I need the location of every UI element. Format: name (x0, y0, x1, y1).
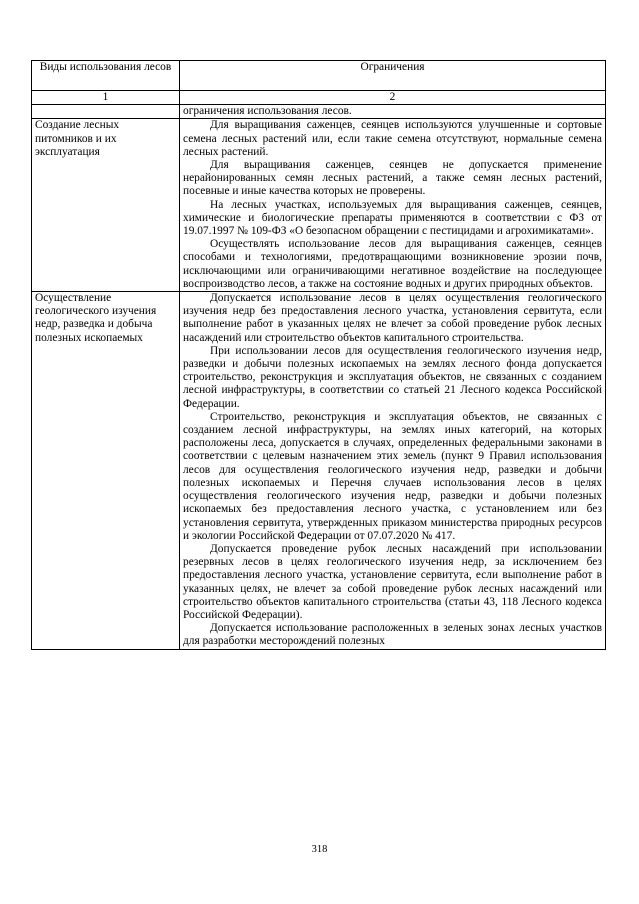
row-restrictions (180, 119, 606, 292)
restriction-paragraph: При использовании лесов для осуществления геологического изучения недр, разведки и добычи полезных ископаемых на землях лесного фонда допускается строительство, реконструкция и эксплуатация объектов, не связанных с созданием лесной инфраструктуры, в соответствии со статьей 21 Лесного кодекса Российской Федерации. (183, 344, 602, 410)
restriction-paragraph: Осуществлять использование лесов для выращивания саженцев, сеянцев способами и технологиями, предотвращающими возникновение эрозии почв, исключающими или ограничивающими негативное воздействие на последующее воспроизводство лесов, а также на состояние водных и других природных объектов. (183, 238, 602, 290)
table-row (32, 119, 606, 292)
restriction-paragraph: Для выращивания саженцев, сеянцев используются улучшенные и сортовые семена лесных растений или, если такие семена отсутствуют, нормальные семена лесных растений. (183, 119, 602, 158)
column-number-2: 2 (180, 91, 606, 105)
table-header-row (32, 61, 606, 91)
restriction-paragraph: Для выращивания саженцев, сеянцев не допускается применение нерайонированных семян лесных растений, а также семян лесных растений, посевные и иные качества которых не проверены. (183, 159, 602, 198)
restrictions-table (31, 60, 606, 650)
table-row (32, 292, 606, 649)
page-number: 318 (311, 844, 328, 855)
header-forest-use-types: Виды использования лесов (32, 61, 180, 91)
row-restrictions (180, 292, 606, 649)
continuation-text: ограничения использования лесов. (180, 105, 606, 119)
restriction-paragraph: На лесных участках, используемых для выращивания саженцев, сеянцев, химические и биологические препараты применяются в соответствии с ФЗ от 19.07.1997 № 109-ФЗ «О безопасном обращении с пестицидами и агрохимикатами». (183, 198, 602, 238)
column-number-row (32, 91, 606, 105)
row-forest-use-type: Осуществление геологического изучения недр, разведка и добыча полезных ископаемых (32, 292, 180, 649)
continuation-row (32, 105, 606, 119)
restriction-paragraph: Допускается использование расположенных в зеленых зонах лесных участков для разработки месторождений полезных (183, 622, 602, 648)
continuation-empty-cell (32, 105, 180, 119)
header-restrictions: Ограничения (180, 61, 606, 91)
column-number-1: 1 (32, 91, 180, 105)
restriction-paragraph: Строительство, реконструкция и эксплуатация объектов, не связанных с созданием лесной инфраструктуры, на землях иных категорий, на которых расположены леса, допускается в случаях, определенных федеральными законами в соответствии с целевым назначением этих земель (пункт 9 Правил использования лесов для осуществления геологического изучения недр, разведки и добычи полезных ископаемых и Перечня случаев использования лесов в целях осуществления геологического изучения недр, разведки и добычи полезных ископаемых без предоставления лесного участка, с установлением или без установления сервитута, утвержденных приказом министерства природных ресурсов и экологии Российской Федерации от 07.07.2020 № 417. (183, 410, 602, 542)
row-forest-use-type: Создание лесных питомников и их эксплуатация (32, 119, 180, 292)
restriction-paragraph: Допускается использование лесов в целях осуществления геологического изучения недр без предоставления лесного участка, установления сервитута, если выполнение работ в указанных целях не влечет за собой проведение рубок лесных насаждений или строительство объектов капитального строительства. (183, 292, 602, 344)
restriction-paragraph: Допускается проведение рубок лесных насаждений при использовании резервных лесов в целях геологического изучения недр, за исключением без предоставления лесного участка, установление сервитута, если выполнение работ в указанных целях, не влечет за собой проведение рубок лесных насаждений или строительство объектов капитального строительства (статьи 43, 118 Лесного кодекса Российской Федерации). (183, 542, 602, 621)
